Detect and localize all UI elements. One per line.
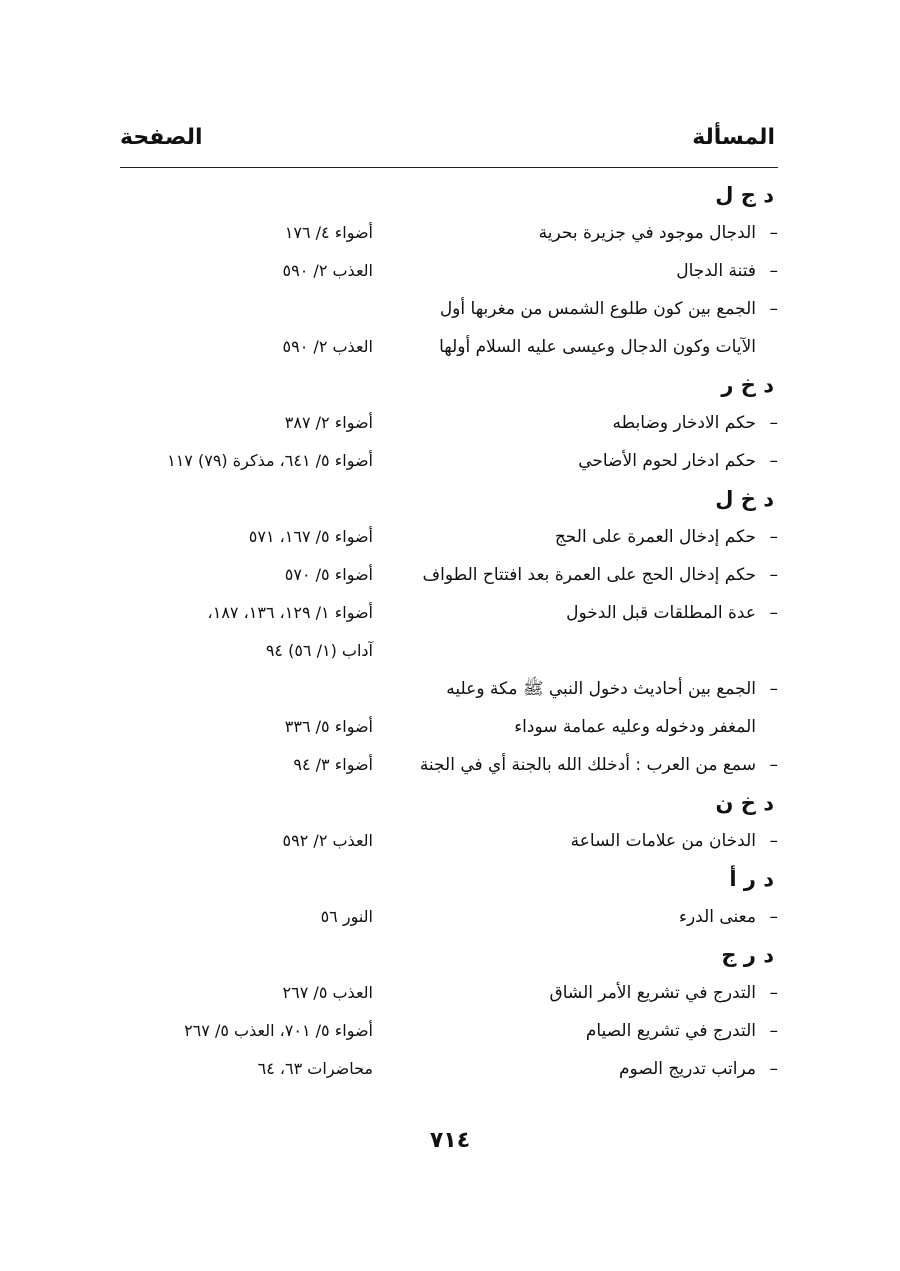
dash-marker: – xyxy=(769,451,778,471)
dash-marker: – xyxy=(769,679,778,699)
dash-marker: – xyxy=(769,1021,778,1041)
topic-text: التدرج في تشريع الصيام xyxy=(585,1021,756,1041)
topic-line xyxy=(378,1012,778,1050)
index-section xyxy=(118,480,778,784)
entry-topic xyxy=(378,670,778,746)
entry-topic xyxy=(378,252,778,290)
entry-topic xyxy=(378,974,778,1012)
entry-references xyxy=(118,670,373,746)
topic-text: معنى الدرء xyxy=(678,907,756,927)
index-entry xyxy=(118,252,778,290)
reference-line: العذب ٥/ ٢٦٧ xyxy=(282,983,373,1002)
topic-line xyxy=(378,594,778,632)
index-entry xyxy=(118,442,778,480)
root-heading: د خ ر xyxy=(721,373,774,397)
root-heading: د ج ل xyxy=(715,183,774,207)
index-entry xyxy=(118,822,778,860)
topic-text: المغفر ودخوله وعليه عمامة سوداء xyxy=(514,717,756,737)
dash-marker: – xyxy=(769,413,778,433)
topic-line xyxy=(378,746,778,784)
dash-marker: – xyxy=(769,223,778,243)
topic-text: التدرج في تشريع الأمر الشاق xyxy=(549,983,756,1003)
topic-line xyxy=(378,1050,778,1088)
entry-references xyxy=(118,404,373,442)
entry-references xyxy=(118,898,373,936)
page-column-header: الصفحة xyxy=(120,125,203,150)
index-entry xyxy=(118,898,778,936)
index-entry xyxy=(118,746,778,784)
index-section xyxy=(118,860,778,936)
dash-marker: – xyxy=(769,907,778,927)
topic-line xyxy=(378,670,778,708)
entry-topic xyxy=(378,1012,778,1050)
topic-text: الجمع بين كون طلوع الشمس من مغربها أول xyxy=(439,299,756,319)
entry-topic xyxy=(378,594,778,632)
topic-text: حكم إدخال الحج على العمرة بعد افتتاح الطواف xyxy=(422,565,756,585)
topic-column-header: المسألة xyxy=(692,125,775,150)
index-entry xyxy=(118,594,778,670)
index-entry xyxy=(118,290,778,366)
reference-line: العذب ٢/ ٥٩٠ xyxy=(282,337,373,356)
dash-marker: – xyxy=(769,261,778,281)
index-section xyxy=(118,936,778,1088)
reference-line: أضواء ٤/ ١٧٦ xyxy=(284,223,373,242)
topic-text: حكم إدخال العمرة على الحج xyxy=(554,527,756,547)
entry-references xyxy=(118,1050,373,1088)
index-entry xyxy=(118,974,778,1012)
reference-line: آداب (١/ ٥٦) ٩٤ xyxy=(265,641,373,660)
index-entry xyxy=(118,1012,778,1050)
topic-text: سمع من العرب : أدخلك الله بالجنة أي في الجنة xyxy=(419,755,756,775)
dash-marker: – xyxy=(769,755,778,775)
entry-topic xyxy=(378,404,778,442)
dash-marker: – xyxy=(769,831,778,851)
topic-line xyxy=(378,822,778,860)
reference-line: أضواء ٥/ ٦٤١، مذكرة (٧٩) ١١٧ xyxy=(167,451,373,470)
entry-topic xyxy=(378,442,778,480)
index-entry xyxy=(118,518,778,556)
topic-text: الآيات وكون الدجال وعيسى عليه السلام أولها xyxy=(439,337,756,357)
topic-line xyxy=(378,442,778,480)
entry-references xyxy=(118,518,373,556)
entry-references xyxy=(118,252,373,290)
topic-line xyxy=(378,518,778,556)
reference-line xyxy=(118,290,373,328)
dash-marker: – xyxy=(769,603,778,623)
topic-line xyxy=(378,252,778,290)
reference-line: أضواء ٥/ ٧٠١، العذب ٥/ ٢٦٧ xyxy=(184,1021,373,1040)
topic-text: مراتب تدريج الصوم xyxy=(619,1059,756,1079)
reference-line: أضواء ١/ ١٢٩، ١٣٦، ١٨٧، xyxy=(207,603,373,622)
reference-line: أضواء ٥/ ٥٧٠ xyxy=(284,565,373,584)
index-section xyxy=(118,366,778,480)
reference-line: أضواء ٥/ ٣٣٦ xyxy=(284,717,373,736)
reference-line: أضواء ٢/ ٣٨٧ xyxy=(284,413,373,432)
topic-line xyxy=(378,708,778,746)
entry-references xyxy=(118,594,373,670)
dash-marker: – xyxy=(769,1059,778,1079)
index-entry xyxy=(118,1050,778,1088)
entry-topic xyxy=(378,214,778,252)
page-number: ٧١٤ xyxy=(429,1128,471,1153)
root-heading: د خ ن xyxy=(715,791,774,815)
topic-line xyxy=(378,290,778,328)
index-entry xyxy=(118,404,778,442)
entry-references xyxy=(118,974,373,1012)
topic-text: عدة المطلقات قبل الدخول xyxy=(566,603,756,623)
index-content xyxy=(118,176,778,1088)
dash-marker: – xyxy=(769,983,778,1003)
topic-text: فتنة الدجال xyxy=(676,261,756,281)
index-entry xyxy=(118,556,778,594)
entry-topic xyxy=(378,1050,778,1088)
entry-topic xyxy=(378,898,778,936)
entry-topic xyxy=(378,746,778,784)
reference-line: أضواء ٣/ ٩٤ xyxy=(293,755,373,774)
reference-line: النور ٥٦ xyxy=(320,907,373,926)
topic-text: الدجال موجود في جزيرة بحرية xyxy=(538,223,756,243)
root-heading: د ر أ xyxy=(729,867,774,891)
header-rule xyxy=(120,167,778,168)
entry-references xyxy=(118,556,373,594)
reference-line: العذب ٢/ ٥٩٢ xyxy=(282,831,373,850)
topic-text: حكم ادخار لحوم الأضاحي xyxy=(578,451,756,471)
topic-line xyxy=(378,214,778,252)
topic-line xyxy=(378,404,778,442)
entry-references xyxy=(118,290,373,366)
topic-line xyxy=(378,328,778,366)
reference-line: العذب ٢/ ٥٩٠ xyxy=(282,261,373,280)
dash-marker: – xyxy=(769,565,778,585)
index-section xyxy=(118,784,778,860)
topic-text: الجمع بين أحاديث دخول النبي ﷺ مكة وعليه xyxy=(446,679,756,699)
dash-marker: – xyxy=(769,299,778,319)
reference-line: أضواء ٥/ ١٦٧، ٥٧١ xyxy=(248,527,373,546)
topic-line xyxy=(378,974,778,1012)
entry-references xyxy=(118,746,373,784)
reference-line: محاضرات ٦٣، ٦٤ xyxy=(257,1059,373,1078)
root-heading: د خ ل xyxy=(715,487,774,511)
reference-line xyxy=(118,670,373,708)
index-entry xyxy=(118,670,778,746)
topic-line xyxy=(378,898,778,936)
entry-references xyxy=(118,442,373,480)
index-section xyxy=(118,176,778,366)
entry-topic xyxy=(378,518,778,556)
entry-topic xyxy=(378,290,778,366)
index-entry xyxy=(118,214,778,252)
entry-topic xyxy=(378,556,778,594)
topic-text: الدخان من علامات الساعة xyxy=(570,831,756,851)
entry-references xyxy=(118,214,373,252)
entry-topic xyxy=(378,822,778,860)
entry-references xyxy=(118,822,373,860)
topic-line xyxy=(378,556,778,594)
root-heading: د ر ج xyxy=(721,943,774,967)
topic-text: حكم الادخار وضابطه xyxy=(612,413,756,433)
dash-marker: – xyxy=(769,527,778,547)
entry-references xyxy=(118,1012,373,1050)
